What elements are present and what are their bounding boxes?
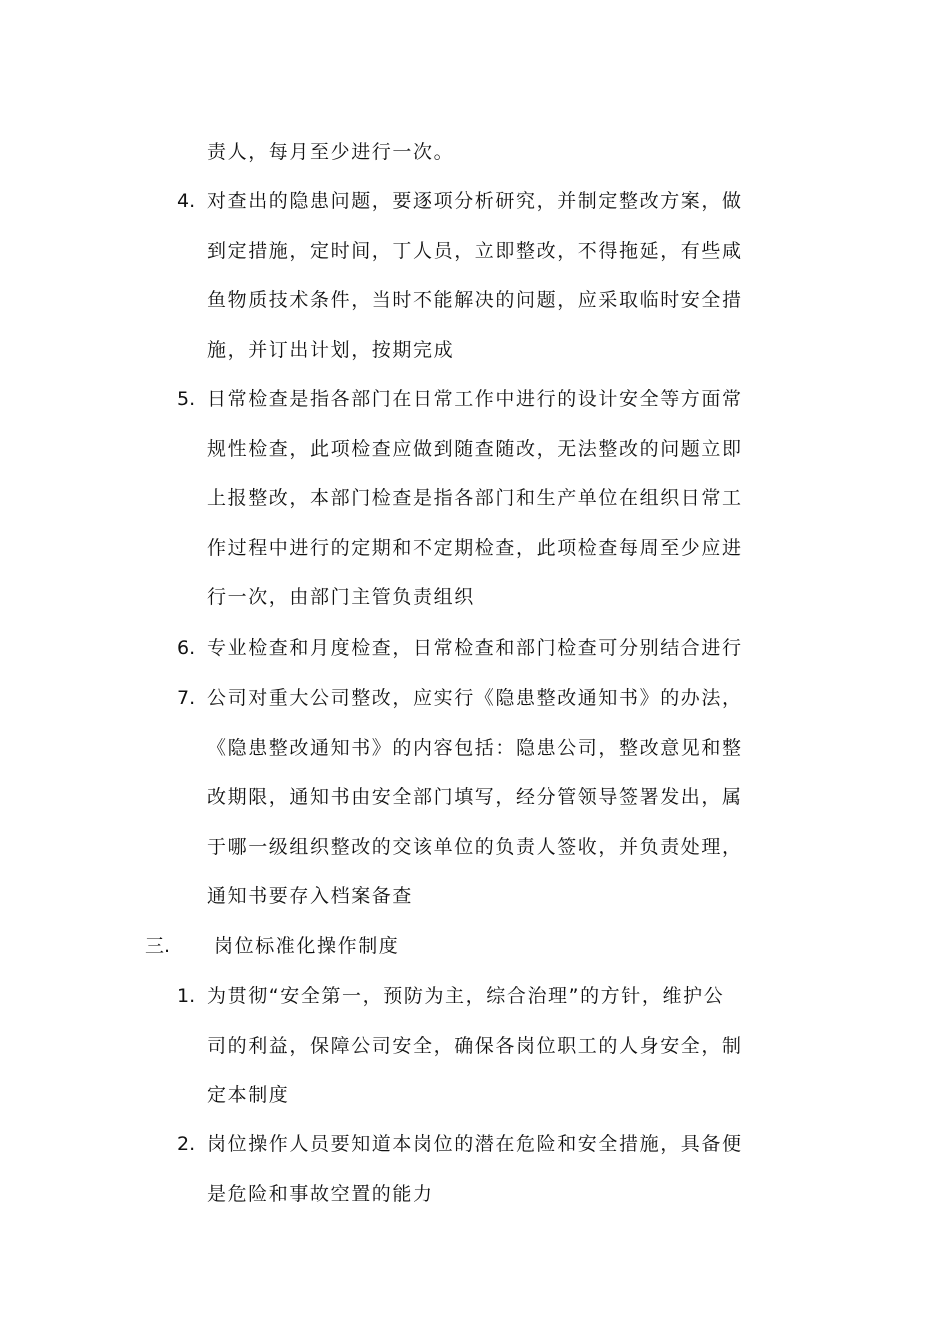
list-item-line: 公司对重大公司整改，应实行《隐患整改通知书》的办法， [207, 687, 743, 709]
list-item-line: 于哪一级组织整改的交该单位的负责人签收，并负责处理， [207, 835, 743, 858]
list-item-number: 1. [177, 985, 196, 1007]
list-item-line: 施，并订出计划，按期完成 [207, 338, 455, 361]
list-item-line: 日常检查是指各部门在日常工作中进行的设计安全等方面常 [207, 388, 743, 410]
list-item-line: 司的利益，保障公司安全，确保各岗位职工的人身安全，制 [207, 1034, 743, 1057]
section-number: 三. [145, 935, 171, 957]
continuation-line: 责人，每月至少进行一次。 [207, 141, 455, 163]
list-item-number: 4. [177, 190, 196, 212]
list-item-line: 通知书要存入档案备查 [207, 885, 414, 907]
list-item-number: 7. [177, 687, 196, 709]
list-item-line: 为贯彻“安全第一，预防为主，综合治理”的方针，维护公 [207, 985, 725, 1007]
list-item-line: 定本制度 [207, 1084, 290, 1106]
list-item-line: 是危险和事故空置的能力 [207, 1182, 434, 1205]
list-item-line: 规性检查，此项检查应做到随查随改，无法整改的问题立即 [207, 437, 743, 460]
list-item-line: 岗位操作人员要知道本岗位的潜在危险和安全措施，具备便 [207, 1133, 743, 1155]
list-item-line: 对查出的隐患问题，要逐项分析研究，并制定整改方案，做 [207, 190, 743, 212]
list-item-line: 专业检查和月度检查，日常检查和部门检查可分别结合进行 [207, 637, 743, 659]
list-item-line: 到定措施，定时间，丁人员，立即整改，不得拖延，有些咸 [207, 239, 743, 262]
list-item-line: 作过程中进行的定期和不定期检查，此项检查每周至少应进 [207, 536, 743, 559]
list-item-line: 改期限，通知书由安全部门填写，经分管领导签署发出，属 [207, 786, 743, 808]
list-item-line: 上报整改，本部门检查是指各部门和生产单位在组织日常工 [207, 487, 743, 509]
section-title: 岗位标准化操作制度 [214, 935, 400, 957]
list-item-line: 《隐患整改通知书》的内容包括：隐患公司，整改意见和整 [207, 736, 743, 759]
list-item-number: 2. [177, 1133, 196, 1155]
list-item-line: 行一次，由部门主管负责组织 [207, 586, 475, 608]
list-item-number: 6. [177, 637, 196, 659]
list-item-line: 鱼物质技术条件，当时不能解决的问题，应采取临时安全措 [207, 289, 743, 311]
list-item-number: 5. [177, 388, 196, 410]
